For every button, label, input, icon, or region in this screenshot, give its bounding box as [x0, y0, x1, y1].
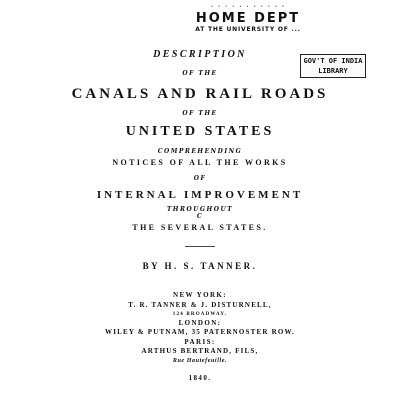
- library-stamp-line-1: GOV'T OF INDIA: [303, 57, 363, 65]
- title-throughout: THROUGHOUT: [166, 206, 234, 213]
- imprint-paris-address: Rue Hautefeuille.: [172, 358, 228, 364]
- title-comprehending: COMPREHENDING: [157, 148, 243, 155]
- title-canals-railroads: CANALS AND RAIL ROADS: [71, 86, 329, 102]
- imprint-publisher: T. R. TANNER & J. DISTURNELL,: [128, 301, 272, 309]
- imprint-london-publisher: WILEY & PUTNAM, 35 PATERNOSTER ROW.: [105, 328, 295, 336]
- title-description: DESCRIPTION: [153, 49, 247, 60]
- imprint-address: 124 BROADWAY.: [172, 312, 228, 317]
- imprint-paris: PARIS:: [184, 338, 216, 346]
- title-united-states: UNITED STATES: [125, 124, 275, 139]
- stamp-sub-text: AT THE UNIVERSITY OF ...: [195, 26, 301, 33]
- author-line: BY H. S. TANNER.: [142, 261, 258, 271]
- title-internal-improvement: INTERNAL IMPROVEMENT: [96, 189, 304, 201]
- title-several-states: THE SEVERAL STATES.: [132, 223, 268, 232]
- title-c-mark: C: [196, 213, 204, 220]
- imprint-city: NEW YORK:: [172, 291, 228, 299]
- title-of-the-1: OF THE: [182, 70, 218, 77]
- imprint-paris-publisher: ARTHUS BERTRAND, FILS,: [141, 347, 259, 355]
- title-of: OF: [193, 175, 207, 182]
- stamp-main-text: HOME DEPT: [195, 11, 301, 26]
- stamp-top-text: · · · · · · · · · · ·: [210, 3, 286, 11]
- imprint-london: LONDON:: [178, 319, 222, 327]
- imprint-year: 1840.: [188, 374, 212, 382]
- divider-rule: [185, 246, 215, 247]
- title-of-the-2: OF THE: [182, 110, 218, 117]
- home-dept-stamp: [178, 4, 318, 38]
- title-notices: NOTICES OF ALL THE WORKS: [112, 158, 288, 167]
- library-stamp-line-2: LIBRARY: [318, 67, 348, 75]
